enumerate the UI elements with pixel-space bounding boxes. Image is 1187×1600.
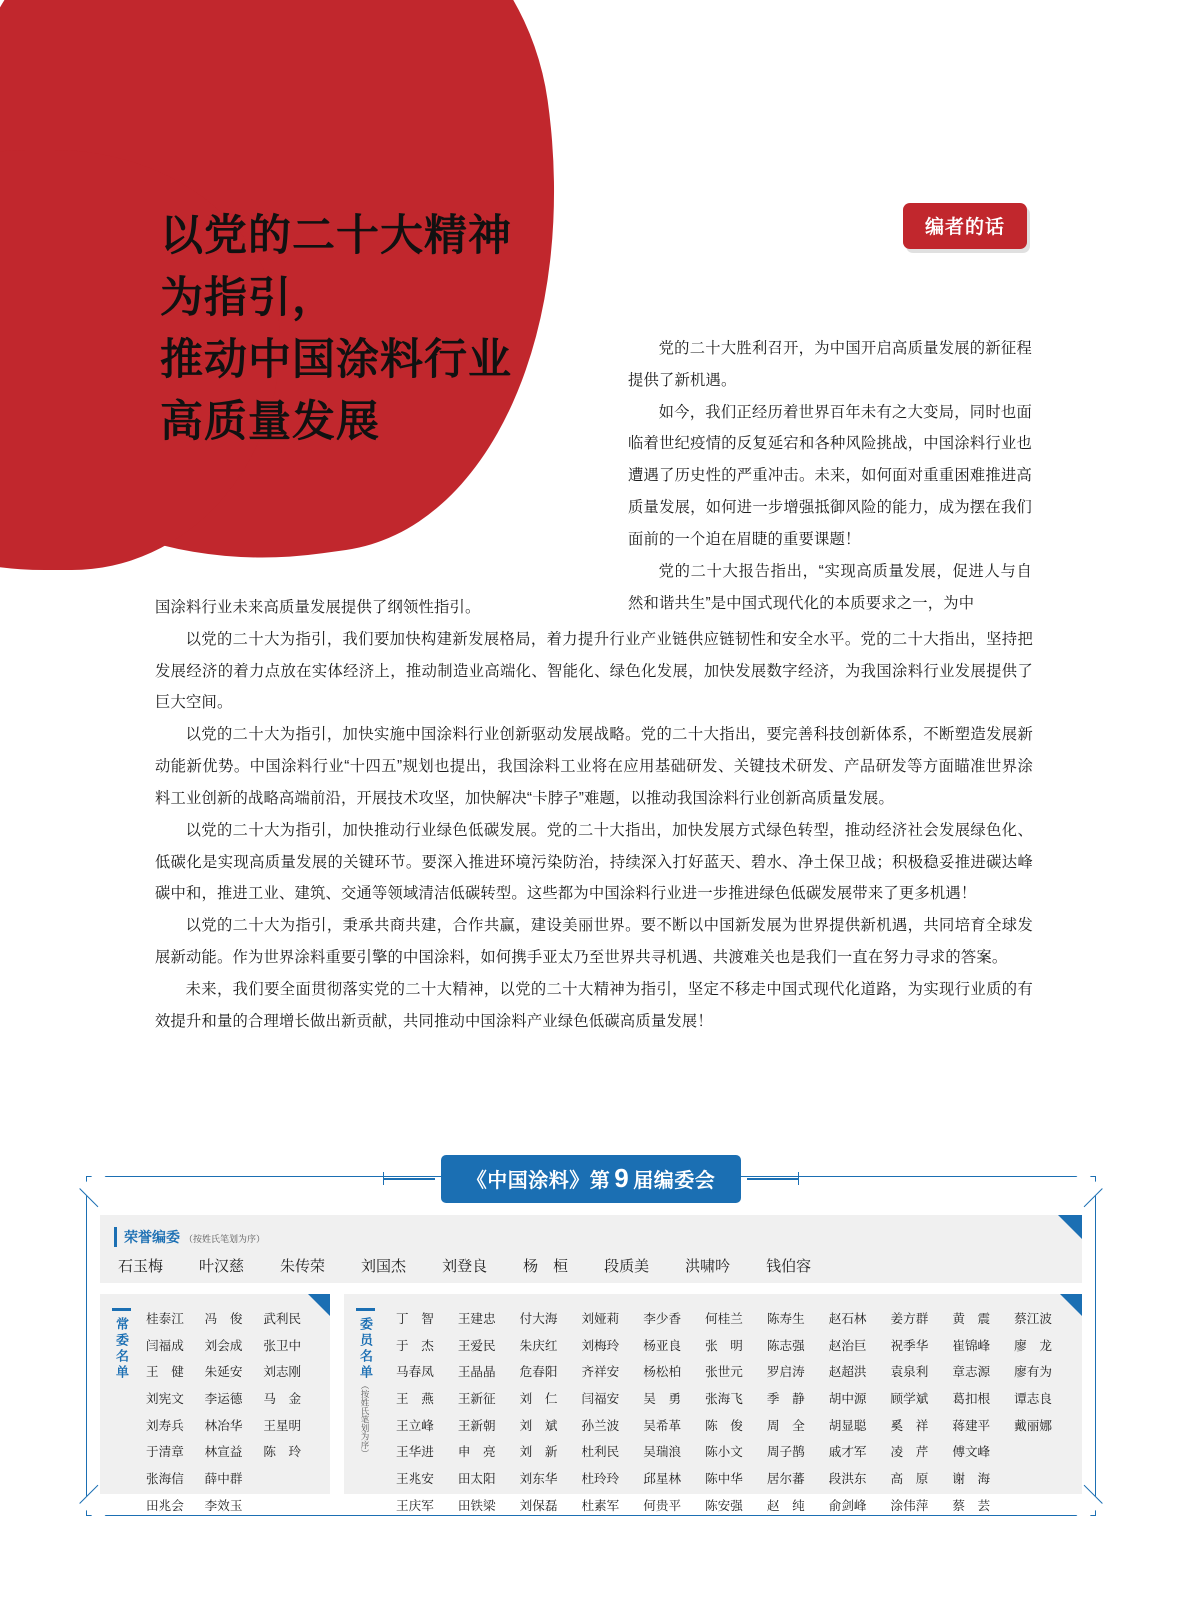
list-item: 杨 桓 [523, 1258, 569, 1275]
members-label-text: 委员名单 [358, 1317, 373, 1381]
list-item: 叶汉慈 [199, 1258, 245, 1275]
list-item: 廖 龙 [1014, 1338, 1052, 1353]
list-item: 李少香 [643, 1312, 682, 1326]
list-item: 张海飞 [705, 1392, 743, 1407]
list-item: 危春阳 [519, 1365, 558, 1380]
list-item: 谢 海 [952, 1472, 991, 1487]
panel-title [441, 1155, 741, 1203]
headline-line-1: 以党的二十大精神 [160, 211, 512, 261]
list-item: 何桂兰 [705, 1312, 743, 1326]
list-item: 刘登良 [442, 1258, 488, 1275]
honorary-editors-label [114, 1227, 265, 1247]
editor-note-badge: 编者的话 [903, 203, 1027, 249]
list-item: 陈 俊 [705, 1418, 743, 1433]
list-item: 王晶晶 [457, 1365, 496, 1380]
list-item: 冯 俊 [204, 1312, 243, 1326]
list-item: 王星明 [263, 1418, 302, 1433]
list-item: 齐祥安 [581, 1365, 620, 1380]
list-item: 杜利民 [581, 1445, 620, 1460]
list-item: 武利民 [263, 1312, 302, 1326]
list-item: 刘梅玲 [581, 1338, 620, 1353]
body-paragraph: 国涂料行业未来高质量发展提供了纲领性指引。 [155, 599, 481, 616]
body-paragraph: 以党的二十大为指引，秉承共商共建，合作共赢，建设美丽世界。要不断以中国新发展为世界提供新机遇，共同培育全球发展新动能。作为世界涂料重要引擎的中国涂料，如何携手亚太乃至世界共寻机遇、共渡难关也是我们一直在努力寻求的答案。 [155, 917, 1033, 966]
intro-paragraph: 如今，我们正经历着世界百年未有之大变局，同时也面临着世纪疫情的反复延宕和各种风险挑战，中国涂料行业也遭遇了历史性的严重冲击。未来，如何面对重重困难推进高质量发展，如何进一步增强抵御风险的能力，成为摆在我们面前的一个迫在眉睫的重要课题！ [628, 403, 1032, 548]
list-item: 王兆安 [396, 1472, 434, 1487]
list-item: 王新征 [457, 1392, 496, 1407]
list-item: 李效玉 [204, 1498, 243, 1513]
body-paragraph: 以党的二十大为指引，加快推动行业绿色低碳发展。党的二十大指出，加快发展方式绿色转型，推动经济社会发展绿色化、低碳化是实现高质量发展的关键环节。要深入推进环境污染防治，持续深入打好蓝天、碧水、净土保卫战；积极稳妥推进碳达峰碳中和，推进工业、建筑、交通等领域清洁低碳转型。这些都为中国涂料行业进一步推进绿色低碳发展带来了更多机遇！ [155, 821, 1033, 903]
list-item: 杨松柏 [643, 1365, 682, 1380]
list-item: 张 明 [705, 1338, 743, 1353]
panel-title-prefix: 《中国涂料》第 [466, 1170, 611, 1192]
intro-paragraph: 党的二十大报告指出，“实现高质量发展，促进人与自然和谐共生”是中国式现代化的本质要求之一，为中 [628, 562, 1032, 612]
list-item: 石玉梅 [118, 1258, 164, 1275]
list-item: 于清章 [146, 1445, 184, 1460]
list-item: 杜玲玲 [581, 1472, 620, 1487]
list-item: 罗启涛 [766, 1365, 805, 1380]
list-item: 涂伟萍 [890, 1498, 929, 1513]
list-item: 田太阳 [457, 1472, 496, 1487]
panel-title-suffix: 届编委会 [633, 1170, 716, 1192]
list-item: 朱传荣 [280, 1258, 326, 1275]
list-item: 廖有为 [1014, 1365, 1052, 1380]
list-item: 祝季华 [890, 1338, 929, 1353]
list-item: 居尔蕃 [766, 1472, 805, 1487]
list-item: 王 健 [146, 1365, 184, 1380]
list-item: 申 亮 [457, 1445, 496, 1460]
list-item: 赵超洪 [828, 1365, 867, 1380]
panel-title-rule-right [747, 1178, 799, 1180]
list-item: 刘东华 [519, 1472, 558, 1487]
list-item: 林冶华 [204, 1418, 243, 1433]
list-item: 桂泰江 [146, 1312, 184, 1326]
intro-column [628, 333, 1032, 619]
list-item: 于 杰 [396, 1338, 434, 1353]
body-paragraph: 以党的二十大为指引，我们要加快构建新发展格局，着力提升行业产业链供应链韧性和安全水平。党的二十大指出，坚持把发展经济的着力点放在实体经济上，推动制造业高端化、智能化、绿色化发展，加快发展数字经济，为我国涂料行业发展提供了巨大空间。 [155, 630, 1033, 712]
list-item: 李运德 [204, 1392, 243, 1407]
list-item: 刘志刚 [263, 1365, 302, 1380]
list-item: 蔡 芸 [952, 1498, 991, 1513]
list-item: 姜方群 [890, 1312, 929, 1326]
list-item [1014, 1493, 1076, 1520]
headline-line-4: 高质量发展 [160, 396, 380, 447]
list-item: 袁泉利 [890, 1365, 929, 1380]
members-names [396, 1306, 1076, 1520]
list-item: 胡显聪 [828, 1418, 867, 1433]
list-item: 吴希革 [643, 1418, 682, 1433]
intro-paragraph: 党的二十大胜利召开，为中国开启高质量发展的新征程提供了新机遇。 [628, 340, 1032, 389]
list-item: 王建忠 [457, 1312, 496, 1326]
headline-line-2: 为指引， [160, 272, 336, 323]
list-item: 田兆会 [146, 1498, 184, 1513]
members-note: （按姓氏笔划为序） [360, 1381, 370, 1458]
list-item [1014, 1466, 1076, 1493]
list-item: 章志源 [952, 1365, 991, 1380]
honorary-editors-names [118, 1255, 1062, 1276]
list-item: 薛中群 [204, 1472, 243, 1487]
list-item: 何贵平 [643, 1498, 682, 1513]
list-item: 刘 仁 [519, 1392, 558, 1407]
list-item: 顾学斌 [890, 1392, 929, 1407]
list-item: 刘娅莉 [581, 1312, 620, 1326]
list-item: 戚才军 [828, 1445, 867, 1460]
members-block [344, 1294, 1082, 1513]
list-item: 张世元 [705, 1365, 743, 1380]
list-item: 张卫中 [263, 1338, 302, 1353]
list-item: 林宣益 [204, 1445, 243, 1460]
list-item: 胡中源 [828, 1392, 867, 1407]
list-item: 刘 新 [519, 1445, 558, 1460]
body-paragraph: 以党的二十大为指引，加快实施中国涂料行业创新驱动发展战略。党的二十大指出，要完善科技创新体系，不断塑造发展新动能新优势。中国涂料行业“十四五”规划也提出，我国涂料工业将在应用基础研发、关键技术研发、产品研发等方面瞄准世界涂料工业创新的战略高端前沿，开展技术攻坚，加快解决“卡脖子”难题，以推动我国涂料行业创新高质量发展。 [155, 726, 1033, 807]
list-item: 陈安强 [705, 1498, 743, 1513]
list-item: 刘会成 [204, 1338, 243, 1353]
honorary-editors-block [100, 1215, 1082, 1283]
list-item: 黄 震 [952, 1312, 991, 1326]
list-item: 陈志强 [766, 1338, 805, 1353]
list-item: 刘寿兵 [146, 1418, 184, 1433]
list-item: 钱伯容 [766, 1258, 812, 1275]
list-item: 高 原 [890, 1472, 929, 1487]
list-item: 蒋建平 [952, 1418, 991, 1433]
list-item: 葛扣根 [952, 1392, 991, 1407]
article-body [155, 592, 1033, 1037]
list-item: 谭志良 [1014, 1392, 1052, 1407]
list-item: 段洪东 [828, 1472, 867, 1487]
list-item: 季 静 [766, 1392, 805, 1407]
list-item: 赵治巨 [828, 1338, 867, 1353]
list-item: 俞剑峰 [828, 1498, 867, 1513]
list-item: 周 全 [766, 1418, 805, 1433]
list-item: 闫福安 [581, 1392, 620, 1407]
list-item: 杜素军 [581, 1498, 620, 1513]
list-item: 陈小文 [705, 1445, 743, 1460]
list-item: 王立峰 [396, 1418, 434, 1433]
list-item: 周子鹊 [766, 1445, 805, 1460]
list-item: 赵 纯 [766, 1498, 805, 1513]
page-title [160, 206, 630, 454]
list-item: 王 燕 [396, 1392, 434, 1407]
list-item: 傅文峰 [952, 1445, 991, 1460]
list-item: 段质美 [604, 1258, 650, 1275]
list-item: 刘宪文 [146, 1392, 184, 1407]
list-item [263, 1466, 322, 1493]
list-item [1014, 1439, 1076, 1466]
honorary-editors-label-text: 荣誉编委 [124, 1229, 180, 1245]
list-item: 崔锦峰 [952, 1338, 991, 1353]
panel-title-number: 9 [614, 1163, 630, 1193]
list-item: 奚 祥 [890, 1418, 929, 1433]
standing-committee-label: 常委名单 [112, 1308, 131, 1381]
list-item: 戴丽娜 [1014, 1418, 1052, 1433]
list-item: 马 金 [263, 1392, 302, 1407]
list-item: 刘国杰 [361, 1258, 407, 1275]
list-item: 田铁梁 [457, 1498, 496, 1513]
list-item: 朱延安 [204, 1365, 243, 1380]
list-item: 王庆军 [396, 1498, 434, 1513]
body-paragraph: 未来，我们要全面贯彻落实党的二十大精神，以党的二十大精神为指引，坚定不移走中国式现代化道路，为实现行业质的有效提升和量的合理增长做出新贡献，共同推动中国涂料产业绿色低碳高质量发展！ [155, 980, 1033, 1030]
list-item: 刘保磊 [519, 1498, 558, 1513]
standing-committee-block [100, 1294, 330, 1513]
list-item: 蔡江波 [1014, 1312, 1052, 1326]
list-item: 吴瑞浪 [643, 1445, 682, 1460]
list-item: 马春凤 [396, 1365, 434, 1380]
list-item: 王华进 [396, 1445, 434, 1460]
list-item: 付大海 [519, 1312, 558, 1326]
list-item: 闫福成 [146, 1338, 184, 1353]
list-item: 王新朝 [457, 1418, 496, 1433]
list-item: 陈寿生 [766, 1312, 805, 1326]
list-item [263, 1493, 322, 1520]
honorary-editors-note: （按姓氏笔划为序） [184, 1234, 266, 1244]
list-item: 吴 勇 [643, 1392, 682, 1407]
list-item: 孙兰波 [581, 1418, 620, 1433]
list-item: 刘 斌 [519, 1418, 558, 1433]
list-item: 陈中华 [705, 1472, 743, 1487]
members-label [356, 1308, 375, 1458]
list-item: 邱星林 [643, 1472, 682, 1487]
panel-title-row [87, 1155, 1095, 1203]
corner-flag-icon [1058, 1215, 1082, 1239]
list-item: 杨亚良 [643, 1338, 682, 1353]
list-item: 朱庆红 [519, 1338, 558, 1353]
list-item: 丁 智 [396, 1312, 434, 1326]
headline-line-3: 推动中国涂料行业 [160, 334, 512, 385]
standing-committee-names [146, 1306, 322, 1520]
panel-title-rule-left [383, 1178, 435, 1180]
list-item: 赵石林 [828, 1312, 867, 1326]
list-item: 王爱民 [457, 1338, 496, 1353]
list-item: 洪啸吟 [685, 1258, 731, 1275]
list-item: 凌 芹 [890, 1445, 929, 1460]
list-item: 陈 玲 [263, 1445, 302, 1460]
list-item: 张海信 [146, 1472, 184, 1487]
